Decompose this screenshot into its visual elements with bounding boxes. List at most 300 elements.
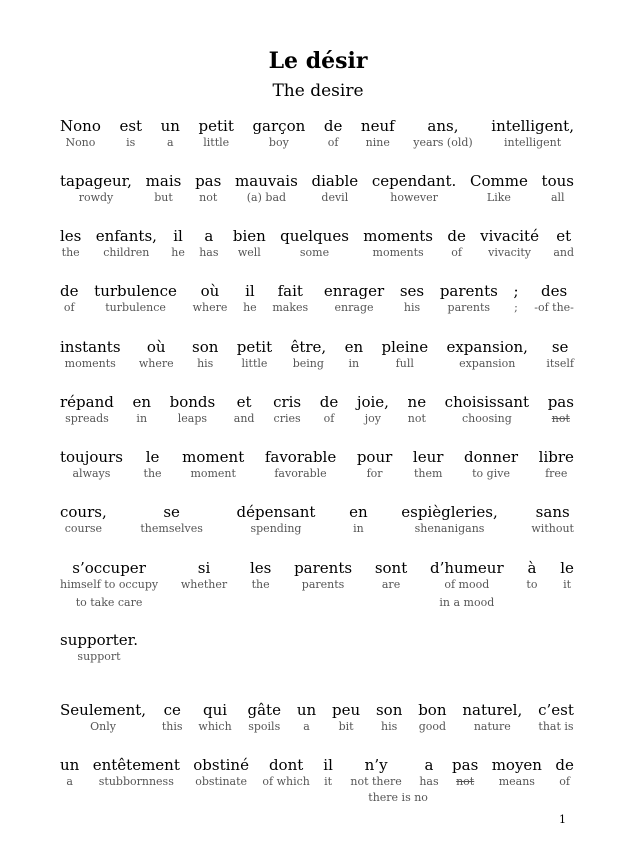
word-pair xyxy=(60,631,138,664)
word-pair xyxy=(452,756,478,789)
french-word: toujours xyxy=(60,448,123,466)
word-pair xyxy=(294,559,352,592)
english-gloss: full xyxy=(395,357,414,370)
word-pair xyxy=(470,172,528,205)
french-word: pas xyxy=(195,172,222,190)
word-pair xyxy=(193,282,228,315)
french-word: dépensant xyxy=(236,503,316,521)
word-pair xyxy=(262,756,309,789)
word-pair xyxy=(290,338,326,371)
english-gloss: for xyxy=(366,467,383,480)
french-word: dont xyxy=(268,756,304,774)
word-pair xyxy=(357,393,389,426)
french-word: fait xyxy=(277,282,303,300)
english-gloss: of xyxy=(327,136,339,149)
english-gloss: to xyxy=(526,578,538,591)
english-gloss: intelligent xyxy=(504,136,562,149)
word-pair xyxy=(346,756,428,805)
french-word: d’humeur xyxy=(430,559,504,577)
word-pair xyxy=(248,701,281,734)
word-pair xyxy=(60,282,78,315)
french-word: parents xyxy=(294,559,353,577)
word-pair xyxy=(526,559,537,592)
french-word: son xyxy=(375,701,403,719)
english-gloss: he xyxy=(243,301,257,314)
english-gloss: good xyxy=(418,720,447,733)
english-gloss-alt: to take care xyxy=(75,596,143,609)
french-word: de xyxy=(555,756,574,774)
english-gloss: his xyxy=(381,720,398,733)
word-pair xyxy=(445,393,529,426)
word-pair xyxy=(60,448,123,481)
french-word: de xyxy=(323,117,343,135)
word-pair xyxy=(492,756,542,789)
word-pair xyxy=(144,448,162,481)
english-gloss: shenanigans xyxy=(414,522,485,535)
french-word: si xyxy=(197,559,211,577)
french-word: ce xyxy=(163,701,181,719)
french-word: se xyxy=(551,338,569,356)
word-pair xyxy=(60,756,79,789)
french-word: garçon xyxy=(252,117,306,135)
french-word: il xyxy=(173,227,183,245)
french-word: moyen xyxy=(491,756,542,774)
word-pair xyxy=(349,503,368,536)
english-gloss: are xyxy=(381,578,401,591)
text-line xyxy=(60,448,574,481)
word-pair xyxy=(534,282,574,315)
french-word: petit xyxy=(198,117,234,135)
english-gloss: himself to occupy xyxy=(60,578,159,591)
english-gloss: has xyxy=(419,775,439,788)
english-gloss: this xyxy=(161,720,183,733)
word-pair xyxy=(139,338,174,371)
word-pair xyxy=(401,503,497,536)
english-gloss: without xyxy=(531,522,574,535)
text-line xyxy=(60,631,574,664)
english-gloss: parents xyxy=(301,578,345,591)
word-pair xyxy=(193,756,249,789)
english-gloss: themselves xyxy=(140,522,203,535)
english-gloss: some xyxy=(299,246,330,259)
french-word: le xyxy=(560,559,574,577)
english-gloss: where xyxy=(138,357,174,370)
french-word: peu xyxy=(331,701,361,719)
french-word: cris xyxy=(273,393,302,411)
english-gloss: always xyxy=(72,467,111,480)
french-word: où xyxy=(146,338,166,356)
french-word: Comme xyxy=(469,172,528,190)
french-word: intelligent, xyxy=(491,117,574,135)
word-pair xyxy=(400,282,424,315)
english-gloss: of xyxy=(451,246,462,259)
word-pair xyxy=(555,756,573,789)
word-pair xyxy=(548,393,574,426)
word-pair xyxy=(376,701,402,734)
french-word: être, xyxy=(290,338,327,356)
french-word: mais xyxy=(145,172,182,190)
english-gloss: vivacity xyxy=(488,246,531,259)
word-pair xyxy=(199,227,218,260)
french-word: donner xyxy=(464,448,519,466)
word-pair xyxy=(542,172,574,205)
word-pair xyxy=(60,559,158,610)
word-pair xyxy=(233,227,266,260)
word-pair xyxy=(272,282,308,315)
english-gloss: which xyxy=(198,720,232,733)
french-word: cependant. xyxy=(371,172,457,190)
english-gloss: little xyxy=(203,136,230,149)
word-pair xyxy=(464,448,518,481)
english-gloss: the xyxy=(251,578,270,591)
english-gloss: being xyxy=(292,357,324,370)
word-pair xyxy=(237,503,316,536)
french-word: moment xyxy=(182,448,245,466)
english-gloss: not there xyxy=(350,775,402,788)
english-gloss: to give xyxy=(472,467,510,480)
word-pair xyxy=(243,282,257,315)
french-word: petit xyxy=(236,338,273,356)
text-line xyxy=(60,559,574,610)
word-pair xyxy=(553,227,574,260)
french-word: a xyxy=(424,756,434,774)
french-word: cours, xyxy=(60,503,107,521)
french-word: bien xyxy=(232,227,266,245)
word-pair xyxy=(252,117,305,150)
word-pair xyxy=(280,227,349,260)
french-word: et xyxy=(236,393,252,411)
english-gloss: -of the- xyxy=(534,301,574,314)
french-word: espiègleries, xyxy=(401,503,498,521)
word-pair xyxy=(419,756,438,789)
french-word: libre xyxy=(538,448,574,466)
word-pair xyxy=(372,172,456,205)
page-subtitle: The desire xyxy=(272,81,364,101)
english-gloss: his xyxy=(197,357,214,370)
french-word: les xyxy=(249,559,272,577)
french-word: le xyxy=(145,448,160,466)
french-word: il xyxy=(245,282,255,300)
french-word: en xyxy=(132,393,151,411)
word-pair xyxy=(560,559,574,592)
english-gloss: is xyxy=(126,136,136,149)
english-gloss: support xyxy=(77,650,121,663)
word-pair xyxy=(324,117,342,150)
word-pair xyxy=(413,117,472,150)
english-gloss: bit xyxy=(338,720,354,733)
english-gloss: of xyxy=(63,301,75,314)
word-pair xyxy=(60,701,146,734)
english-gloss: the xyxy=(143,467,162,480)
word-pair xyxy=(170,393,216,426)
english-gloss: in xyxy=(348,357,360,370)
word-pair xyxy=(462,701,522,734)
french-word: a xyxy=(204,227,214,245)
english-gloss: not xyxy=(456,775,475,788)
word-pair xyxy=(181,559,227,592)
english-gloss: all xyxy=(550,191,565,204)
french-word: les xyxy=(60,227,82,245)
english-gloss: choosing xyxy=(461,412,512,425)
english-gloss: favorable xyxy=(274,467,327,480)
english-gloss: spoils xyxy=(248,720,281,733)
french-word: expansion, xyxy=(446,338,528,356)
word-pair xyxy=(413,448,444,481)
english-gloss: he xyxy=(171,246,185,259)
english-gloss: stubbornness xyxy=(98,775,174,788)
word-pair xyxy=(345,338,364,371)
word-pair xyxy=(192,338,218,371)
english-gloss: leaps xyxy=(177,412,208,425)
french-word: c’est xyxy=(538,701,574,719)
english-gloss: devil xyxy=(321,191,349,204)
french-word: naturel, xyxy=(462,701,523,719)
word-pair xyxy=(250,559,271,592)
french-word: Seulement, xyxy=(60,701,147,719)
english-gloss: parents xyxy=(447,301,491,314)
word-pair xyxy=(60,227,81,260)
french-word: son xyxy=(192,338,219,356)
word-pair xyxy=(323,756,333,789)
french-word: répand xyxy=(60,393,114,411)
french-word: des xyxy=(540,282,568,300)
english-gloss: a xyxy=(303,720,310,733)
word-pair xyxy=(60,172,132,205)
word-pair xyxy=(539,448,574,481)
english-gloss: in xyxy=(136,412,148,425)
word-pair xyxy=(332,701,360,734)
english-gloss: children xyxy=(103,246,150,259)
french-word: de xyxy=(447,227,466,245)
english-gloss: little xyxy=(241,357,268,370)
french-word: bonds xyxy=(169,393,216,411)
english-gloss: (a) bad xyxy=(246,191,287,204)
english-gloss: nature xyxy=(473,720,511,733)
english-gloss: whether xyxy=(180,578,228,591)
word-pair xyxy=(408,393,427,426)
word-pair xyxy=(60,503,107,536)
english-gloss: not xyxy=(407,412,426,425)
word-pair xyxy=(514,282,519,315)
word-pair xyxy=(198,701,231,734)
french-word: s’occuper xyxy=(72,559,146,577)
word-pair xyxy=(140,503,203,536)
word-pair xyxy=(418,701,446,734)
word-pair xyxy=(312,172,359,205)
english-gloss: of xyxy=(559,775,570,788)
word-pair xyxy=(93,756,180,789)
english-gloss: has xyxy=(199,246,219,259)
word-pair xyxy=(171,227,185,260)
french-word: neuf xyxy=(360,117,395,135)
french-word: mauvais xyxy=(235,172,298,190)
english-gloss: expansion xyxy=(459,357,516,370)
english-gloss: ; xyxy=(514,301,518,314)
word-pair xyxy=(381,338,428,371)
english-gloss: itself xyxy=(546,357,574,370)
english-gloss: makes xyxy=(272,301,309,314)
english-gloss: years (old) xyxy=(413,136,473,149)
french-word: en xyxy=(349,503,368,521)
text-line xyxy=(60,338,574,371)
french-word: ses xyxy=(399,282,425,300)
word-pair xyxy=(146,172,182,205)
english-gloss: a xyxy=(167,136,174,149)
french-word: gâte xyxy=(247,701,281,719)
english-gloss: of xyxy=(323,412,335,425)
french-word: pleine xyxy=(381,338,429,356)
english-gloss: however xyxy=(390,191,438,204)
word-pair xyxy=(363,227,433,260)
word-pair xyxy=(119,117,142,150)
word-pair xyxy=(491,117,574,150)
french-word: turbulence xyxy=(94,282,177,300)
french-word: instants xyxy=(60,338,121,356)
word-pair xyxy=(375,559,407,592)
english-gloss: well xyxy=(237,246,261,259)
english-gloss: spending xyxy=(250,522,302,535)
french-word: parents xyxy=(439,282,498,300)
english-gloss: course xyxy=(64,522,102,535)
word-pair xyxy=(440,282,498,315)
word-pair xyxy=(361,117,395,150)
word-pair xyxy=(357,448,392,481)
word-pair xyxy=(96,227,157,260)
french-word: un xyxy=(160,117,180,135)
word-pair xyxy=(480,227,539,260)
english-gloss: them xyxy=(413,467,443,480)
french-word: ne xyxy=(407,393,427,411)
english-gloss: obstinate xyxy=(195,775,248,788)
french-word: enrager xyxy=(323,282,385,300)
text-line xyxy=(60,756,574,805)
page-title: Le désir xyxy=(268,48,368,74)
french-word: enfants, xyxy=(95,227,157,245)
english-gloss: enrage xyxy=(334,301,374,314)
word-pair xyxy=(235,172,298,205)
word-pair xyxy=(161,117,180,150)
word-pair xyxy=(446,338,528,371)
english-gloss: not xyxy=(551,412,570,425)
english-gloss: but xyxy=(154,191,173,204)
text-line xyxy=(60,282,574,315)
english-gloss: in xyxy=(353,522,364,535)
english-gloss: nine xyxy=(365,136,390,149)
english-gloss: his xyxy=(403,301,421,314)
english-gloss: spreads xyxy=(65,412,109,425)
english-gloss: joy xyxy=(364,412,381,425)
word-pair xyxy=(324,282,384,315)
french-word: qui xyxy=(203,701,228,719)
french-word: leur xyxy=(412,448,444,466)
text-line xyxy=(60,172,574,205)
english-gloss: of mood xyxy=(444,578,490,591)
text-line xyxy=(60,393,574,426)
english-gloss: means xyxy=(498,775,535,788)
french-word: pour xyxy=(356,448,393,466)
french-word: à xyxy=(527,559,537,577)
word-pair xyxy=(234,393,255,426)
english-gloss: a xyxy=(66,775,73,788)
french-word: moments xyxy=(363,227,433,245)
english-gloss: that is xyxy=(538,720,574,733)
english-gloss: moment xyxy=(190,467,236,480)
english-gloss: not xyxy=(199,191,218,204)
word-pair xyxy=(199,117,234,150)
word-pair xyxy=(162,701,183,734)
english-gloss: cries xyxy=(273,412,301,425)
french-word: entêtement xyxy=(92,756,180,774)
english-gloss: and xyxy=(233,412,255,425)
word-pair xyxy=(531,503,574,536)
word-pair xyxy=(538,701,574,734)
english-gloss: of which xyxy=(262,775,310,788)
english-gloss: moments xyxy=(372,246,424,259)
text-line xyxy=(60,503,574,536)
english-gloss: it xyxy=(324,775,333,788)
french-word: ; xyxy=(513,282,519,300)
english-gloss: turbulence xyxy=(105,301,166,314)
french-word: se xyxy=(163,503,180,521)
english-gloss-alt: in a mood xyxy=(439,596,495,609)
french-word: il xyxy=(323,756,333,774)
word-pair xyxy=(195,172,221,205)
word-pair xyxy=(182,448,244,481)
french-word: obstiné xyxy=(193,756,249,774)
text-line xyxy=(60,701,574,734)
french-word: quelques xyxy=(280,227,349,245)
french-word: sans xyxy=(535,503,570,521)
word-pair xyxy=(546,338,574,371)
french-word: vivacité xyxy=(480,227,539,245)
french-word: de xyxy=(319,393,339,411)
english-gloss: boy xyxy=(268,136,289,149)
french-word: joie, xyxy=(356,393,389,411)
english-gloss-alt: there is no xyxy=(368,791,428,804)
french-word: tapageur, xyxy=(60,172,132,190)
english-gloss: and xyxy=(553,246,574,259)
french-word: n’y xyxy=(364,756,388,774)
french-word: bon xyxy=(418,701,447,719)
french-word: un xyxy=(60,756,80,774)
french-word: est xyxy=(119,117,143,135)
word-pair xyxy=(430,559,504,610)
word-pair xyxy=(60,338,121,371)
word-pair xyxy=(60,393,114,426)
text-line xyxy=(60,227,574,260)
french-word: tous xyxy=(541,172,574,190)
french-word: supporter. xyxy=(60,631,138,649)
french-word: ans, xyxy=(427,117,459,135)
word-pair xyxy=(237,338,272,371)
word-pair xyxy=(297,701,316,734)
french-word: Nono xyxy=(60,117,101,135)
word-pair xyxy=(320,393,338,426)
french-word: un xyxy=(296,701,317,719)
english-gloss: the xyxy=(61,246,80,259)
word-pair xyxy=(265,448,336,481)
english-gloss: Like xyxy=(486,191,511,204)
page-number: 1 xyxy=(559,813,566,826)
english-gloss: it xyxy=(563,578,572,591)
word-pair xyxy=(447,227,465,260)
english-gloss: rowdy xyxy=(78,191,114,204)
english-gloss: where xyxy=(192,301,228,314)
french-word: où xyxy=(200,282,220,300)
word-pair xyxy=(132,393,151,426)
french-word: pas xyxy=(452,756,479,774)
word-pair xyxy=(273,393,301,426)
